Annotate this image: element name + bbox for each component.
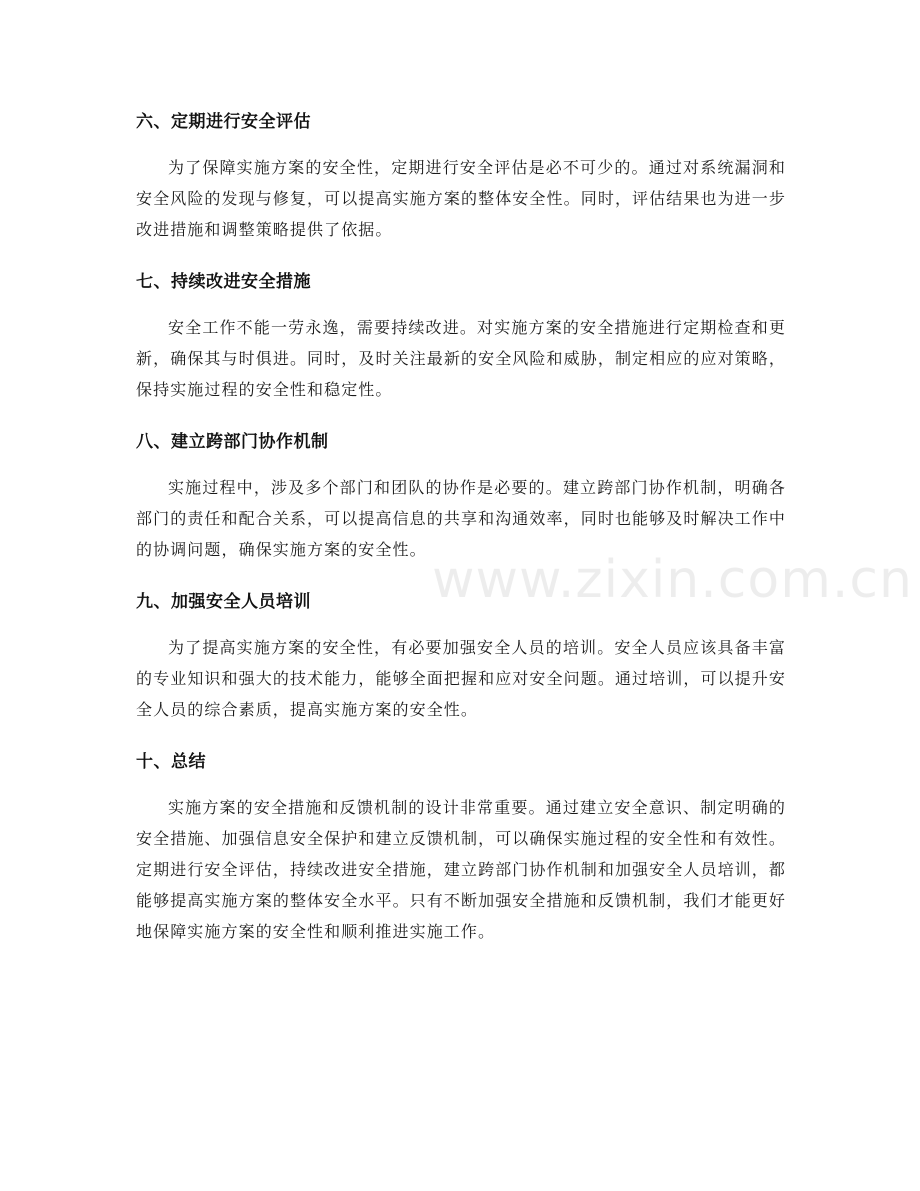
section-paragraph: 为了提高实施方案的安全性，有必要加强安全人员的培训。安全人员应该具备丰富的专业知识和强大的技术能力，能够全面把握和应对安全问题。通过培训，可以提升安全人员的综合素质，提高实施方案的安全性。 bbox=[136, 638, 786, 719]
section-heading: 六、定期进行安全评估 bbox=[136, 112, 311, 132]
section-8 bbox=[136, 424, 786, 565]
section-6 bbox=[136, 104, 786, 245]
section-heading: 十、总结 bbox=[136, 752, 206, 772]
section-paragraph: 实施过程中，涉及多个部门和团队的协作是必要的。建立跨部门协作机制，明确各部门的责任和配合关系，可以提高信息的共享和沟通效率，同时也能够及时解决工作中的协调问题，确保实施方案的安全性。 bbox=[136, 478, 786, 559]
section-7 bbox=[136, 264, 786, 405]
section-paragraph: 为了保障实施方案的安全性，定期进行安全评估是必不可少的。通过对系统漏洞和安全风险的发现与修复，可以提高实施方案的整体安全性。同时，评估结果也为进一步改进措施和调整策略提供了依据。 bbox=[136, 158, 786, 239]
document-content bbox=[136, 104, 786, 966]
section-paragraph: 安全工作不能一劳永逸，需要持续改进。对实施方案的安全措施进行定期检查和更新，确保其与时俱进。同时，及时关注最新的安全风险和威胁，制定相应的应对策略，保持实施过程的安全性和稳定性。 bbox=[136, 318, 786, 399]
section-10 bbox=[136, 744, 786, 947]
section-heading: 九、加强安全人员培训 bbox=[136, 592, 311, 612]
section-heading: 八、建立跨部门协作机制 bbox=[136, 432, 329, 452]
watermark: www.zixin.com.cn bbox=[432, 550, 913, 610]
section-9 bbox=[136, 584, 786, 725]
section-paragraph: 实施方案的安全措施和反馈机制的设计非常重要。通过建立安全意识、制定明确的安全措施、加强信息安全保护和建立反馈机制，可以确保实施过程的安全性和有效性。定期进行安全评估，持续改进安全措施，建立跨部门协作机制和加强安全人员培训，都能够提高实施方案的整体安全水平。只有不断加强安全措施和反馈机制，我们才能更好地保障实施方案的安全性和顺利推进实施工作。 bbox=[136, 798, 786, 941]
section-heading: 七、持续改进安全措施 bbox=[136, 272, 311, 292]
